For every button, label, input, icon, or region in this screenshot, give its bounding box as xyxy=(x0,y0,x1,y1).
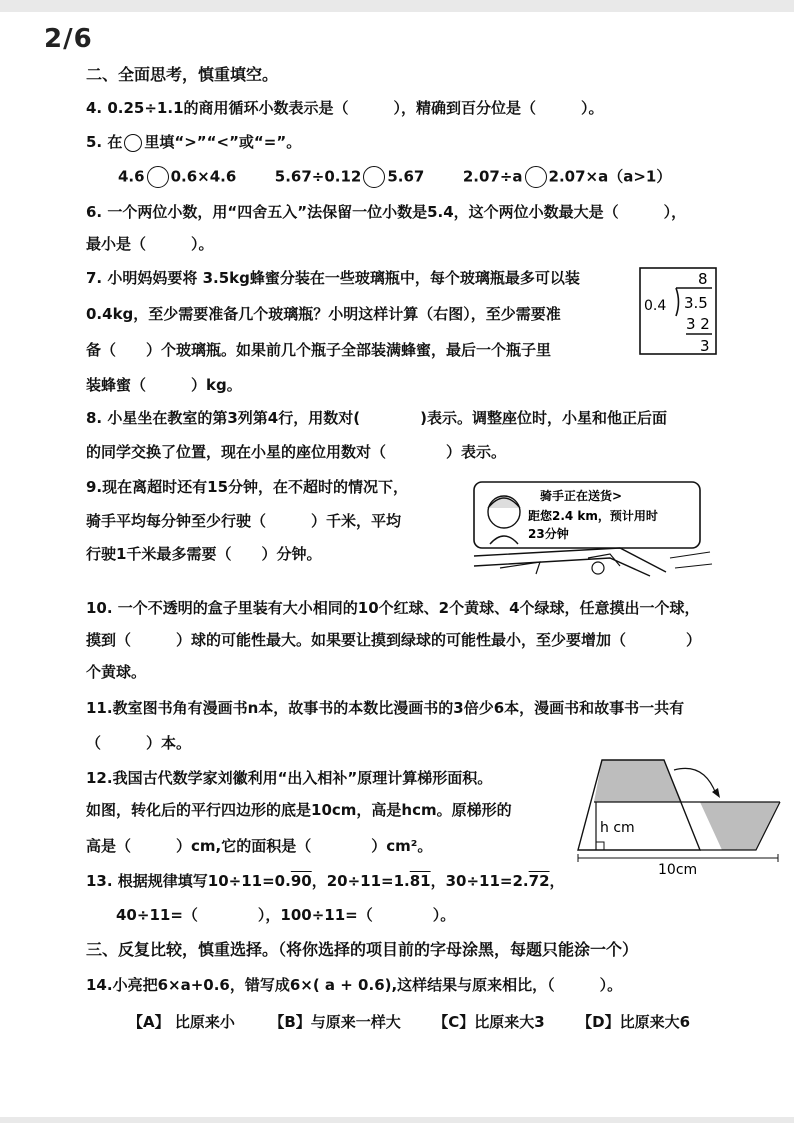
question-6-line1: 6. 一个两位小数，用“四舍五入”法保留一位小数是5.4，这个两位小数最大是（ ）， xyxy=(86,203,687,221)
answer-circle-3[interactable] xyxy=(525,166,547,188)
q5-item2-left: 5.67÷0.12 xyxy=(274,167,362,186)
section3-title: 三、反复比较，慎重选择。（将你选择的项目前的字母涂黑，每题只能涂一个） xyxy=(86,940,639,959)
trapezoid-figure xyxy=(572,752,784,880)
sign-time: 23分钟 xyxy=(528,527,569,541)
page-number: 2/6 xyxy=(44,24,93,54)
question-13-line2: 40÷11=（ ），100÷11=（ ）。 xyxy=(116,906,456,924)
scooter-wheel-icon xyxy=(592,562,604,574)
grass-marks xyxy=(670,552,712,568)
q5-item3-left: 2.07÷a xyxy=(462,167,523,186)
question-9-line1: 9.现在离超时还有15分钟，在不超时的情况下， xyxy=(86,478,409,496)
question-14-stem: 14.小亮把6×a+0.6，错写成6×( a + 0.6),这样结果与原来相比，（ ）。 xyxy=(86,976,623,994)
question-9-line3: 行驶1千米最多需要（ ）分钟。 xyxy=(86,545,322,563)
q13-prefix: 13. 根据规律填写10÷11=0. xyxy=(86,872,291,890)
question-7-line1: 7. 小明妈妈要将 3.5kg蜂蜜分装在一些玻璃瓶中，每个玻璃瓶最多可以装 xyxy=(86,269,580,287)
question-11-line1: 11.教室图书角有漫画书n本，故事书的本数比漫画书的3倍少6本，漫画书和故事书一共有 xyxy=(86,699,685,717)
option-d[interactable]: 【D】比原来大6 xyxy=(577,1013,691,1031)
arrow-head-icon xyxy=(712,788,720,798)
top-scan-band xyxy=(0,0,794,12)
question-10-line1: 10. 一个不透明的盒子里装有大小相同的10个红球、2个黄球、4个绿球，任意摸出一个球， xyxy=(86,599,700,617)
question-8-line2: 的同学交换了位置，现在小星的座位用数对（ ）表示。 xyxy=(86,443,507,461)
q5-intro-a: 5. 在 xyxy=(86,133,123,151)
long-division-figure xyxy=(638,266,720,358)
base-label: 10cm xyxy=(658,862,698,878)
q13-repeat-1: 90 xyxy=(290,872,312,890)
q13-repeat-2: 81 xyxy=(409,872,431,890)
question-7-line4: 装蜂蜜（ ）kg。 xyxy=(86,376,242,394)
delivery-rider-illustration xyxy=(470,478,720,578)
calc-quotient: 8 xyxy=(698,270,708,288)
q5-item3-right: 2.07×a（a>1） xyxy=(548,167,672,186)
question-12-line1: 12.我国古代数学家刘徽利用“出入相补”原理计算梯形面积。 xyxy=(86,769,493,787)
question-5-items xyxy=(118,166,671,188)
answer-circle-2[interactable] xyxy=(363,166,385,188)
question-7-line2: 0.4kg，至少需要准备几个玻璃瓶？小明这样计算（右图），至少需要准 xyxy=(86,305,561,323)
calc-dividend: 3.5 xyxy=(684,294,708,312)
question-9-line2: 骑手平均每分钟至少行驶（ ）千米，平均 xyxy=(86,512,402,530)
height-label: h cm xyxy=(600,820,635,836)
rotation-arrow xyxy=(674,768,716,794)
option-c[interactable]: 【C】比原来大3 xyxy=(433,1013,545,1031)
trapezoid-top-shaded xyxy=(594,760,682,802)
question-5-intro xyxy=(86,132,301,152)
q13-mid1: ，20÷11=1. xyxy=(311,872,410,890)
q5-intro-b: 里填“>”“<”或“=”。 xyxy=(144,133,302,151)
section2-title: 二、全面思考，慎重填空。 xyxy=(86,65,279,84)
option-b[interactable]: 【B】与原来一样大 xyxy=(269,1013,401,1031)
question-7-line3: 备（ ）个玻璃瓶。如果前几个瓶子全部装满蜂蜜，最后一个瓶子里 xyxy=(86,341,552,359)
question-12-line3: 高是（ ）cm,它的面积是（ ）cm²。 xyxy=(86,837,433,855)
question-8-line1: 8. 小星坐在教室的第3列第4行，用数对( )表示。调整座位时，小星和他正后面 xyxy=(86,409,667,427)
q5-item1-right: 0.6×4.6 xyxy=(170,167,237,186)
question-14-options xyxy=(128,1012,690,1032)
question-13-line1 xyxy=(86,871,565,891)
right-angle-mark xyxy=(596,842,604,850)
q5-item1-left: 4.6 xyxy=(118,167,145,186)
sign-title: 骑手正在送货> xyxy=(540,489,623,503)
q13-mid3: ， xyxy=(549,872,565,890)
question-10-line2: 摸到（ ）球的可能性最大。如果要让摸到绿球的可能性最小，至少要增加（ ） xyxy=(86,631,702,649)
question-10-line3: 个黄球。 xyxy=(86,663,147,681)
road-line-2 xyxy=(474,558,650,576)
question-11-line2: （ ）本。 xyxy=(86,734,192,752)
division-bracket xyxy=(676,288,679,316)
q13-repeat-3: 72 xyxy=(528,872,550,890)
bottom-scan-band xyxy=(0,1117,794,1123)
q13-mid2: ，30÷11=2. xyxy=(430,872,529,890)
question-6-line2: 最小是（ ）。 xyxy=(86,235,214,253)
answer-circle[interactable] xyxy=(124,134,142,152)
q5-item2-right: 5.67 xyxy=(387,167,425,186)
question-12-line2: 如图，转化后的平行四边形的底是10cm，高是hcm。原梯形的 xyxy=(86,801,512,819)
calc-divisor: 0.4 xyxy=(644,298,667,314)
answer-circle-1[interactable] xyxy=(147,166,169,188)
calc-product: 3 2 xyxy=(686,315,710,333)
sign-distance: 距您2.4 km，预计用时 xyxy=(528,509,658,523)
question-4: 4. 0.25÷1.1的商用循环小数表示是（ ），精确到百分位是（ ）。 xyxy=(86,99,604,117)
option-a[interactable]: 【A】 比原来小 xyxy=(128,1013,235,1031)
calc-remainder: 3 xyxy=(700,337,710,355)
